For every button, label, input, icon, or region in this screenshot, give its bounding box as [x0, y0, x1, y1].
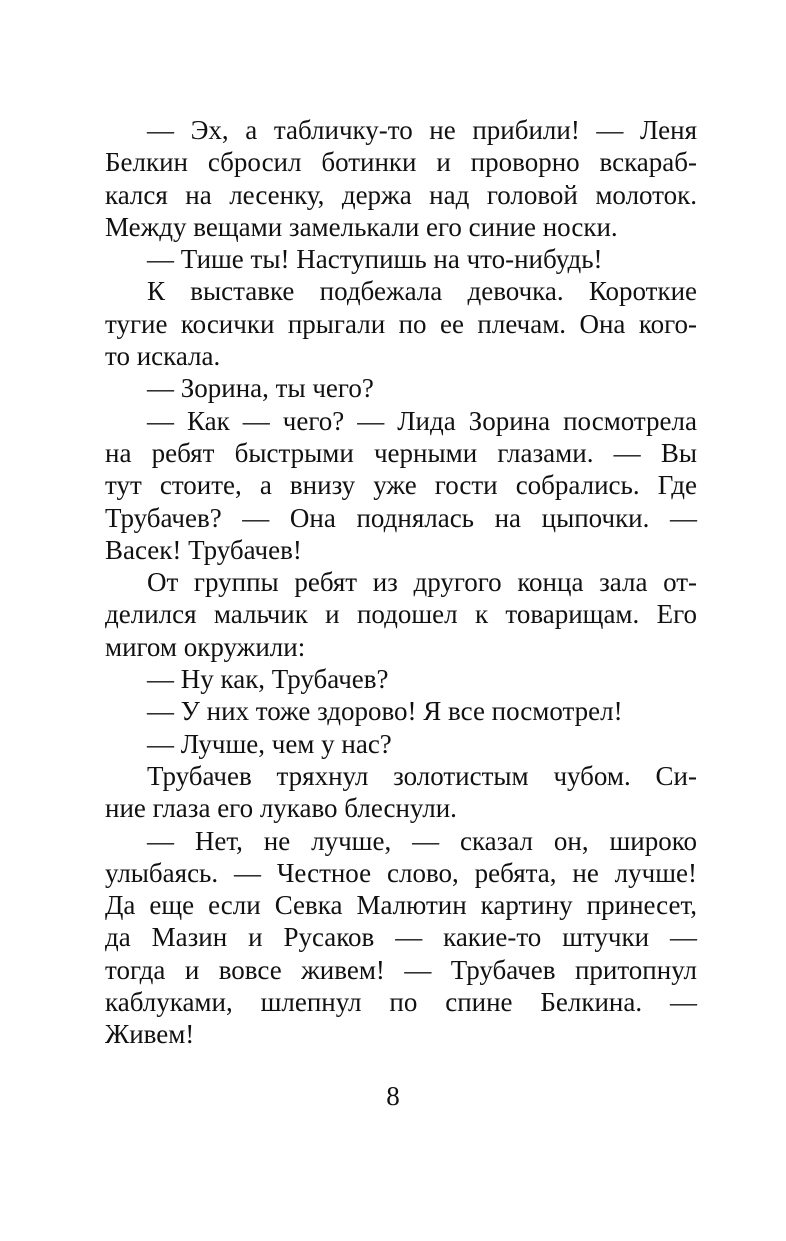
- text-line: — Зорина, ты чего?: [147, 373, 374, 404]
- text-line: — У них тоже здорово! Я все посмотрел!: [147, 696, 623, 727]
- text-line: — Тише ты! Наступишь на что-нибудь!: [147, 244, 603, 275]
- text-line: — Ну как, Трубачев?: [147, 664, 389, 695]
- text-line: на ребят быстрыми черными глазами. — Вы: [105, 437, 697, 468]
- text-line: Трубачев? — Она поднялась на цыпочки. —: [105, 502, 697, 533]
- text-line: кался на лесенку, держа над головой молоток.: [105, 179, 697, 210]
- text-line: тут стоите, а внизу уже гости собрались. Где: [105, 470, 697, 501]
- text-line: да Мазин и Русаков — какие-то штучки —: [105, 922, 697, 953]
- text-line: Васек! Трубачев!: [105, 534, 302, 565]
- text-line: каблуками, шлепнул по спине Белкина. —: [105, 987, 697, 1018]
- text-line: — Как — чего? — Лида Зорина посмотрела: [147, 405, 697, 436]
- text-line: то искала.: [105, 341, 221, 372]
- text-line: — Нет, не лучше, — сказал он, широко: [147, 825, 697, 856]
- text-line: — Эх, а табличку-то не прибили! — Леня: [147, 115, 697, 145]
- text-line: улыбаясь. — Честное слово, ребята, не лучше!: [105, 857, 697, 888]
- body-text: [105, 114, 697, 1051]
- text-line: делился мальчик и подошел к товарищам. Его: [105, 599, 697, 630]
- text-line: — Лучше, чем у нас?: [147, 728, 392, 759]
- text-line: мигом окружили:: [105, 631, 306, 662]
- text-line: Да еще если Севка Малютин картину принесет,: [105, 890, 697, 921]
- text-line: тогда и вовсе живем! — Трубачев притопнул: [105, 954, 697, 985]
- text-line: ние глаза его лукаво блеснули.: [105, 793, 457, 824]
- text-line: Живем!: [105, 1019, 195, 1050]
- text-line: Между вещами замелькали его синие носки.: [105, 211, 618, 242]
- text-line: От группы ребят из другого конца зала от-: [147, 567, 697, 598]
- text-line: К выставке подбежала девочка. Короткие: [147, 276, 697, 307]
- text-line: Трубачев тряхнул золотистым чубом. Си-: [147, 760, 697, 791]
- page-number: 8: [386, 1081, 400, 1111]
- text-line: Белкин сбросил ботинки и проворно вскараб-: [105, 147, 697, 178]
- text-line: тугие косички прыгали по ее плечам. Она кого-: [105, 308, 697, 339]
